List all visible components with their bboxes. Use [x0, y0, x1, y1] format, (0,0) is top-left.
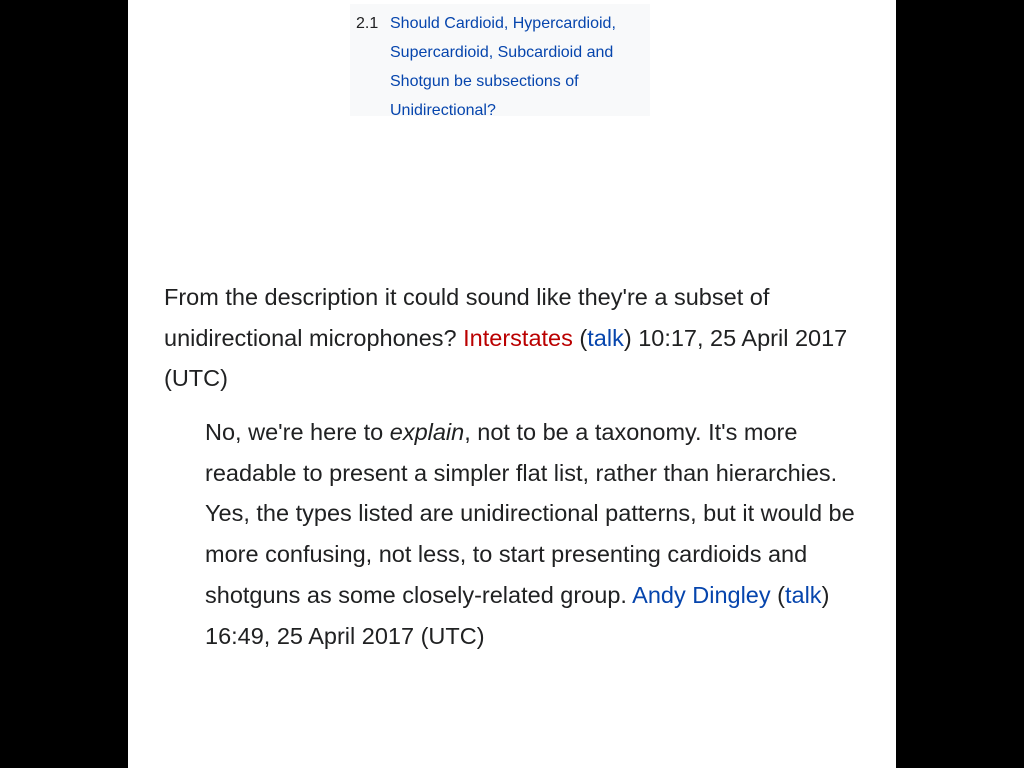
table-of-contents	[350, 4, 650, 119]
comment-interstates	[164, 277, 879, 399]
user-link-interstates[interactable]: Interstates	[463, 324, 573, 351]
talk-link-andy-dingley[interactable]: talk	[784, 581, 822, 608]
close-paren: )	[623, 324, 632, 351]
comment-text: From the description it could sound like they're a subset of unidirectional microphones?	[164, 284, 770, 351]
reply-text-after: , not to be a taxonomy. It's more readable to present a simpler flat list, rather than hierarchies. Yes, the types listed are unidirectional patterns, but it would be more confusing, not less, to start presenting cardioids and shotguns as some closely-related group.	[205, 419, 855, 608]
open-paren: (	[579, 324, 588, 351]
comment-timestamp: 10:17, 25 April 2017 (UTC)	[164, 324, 848, 392]
user-link-andy-dingley[interactable]: Andy Dingley	[632, 581, 771, 608]
page-content	[128, 0, 896, 768]
toc-link-subsections[interactable]: Should Cardioid, Hypercardioid, Supercardioid, Subcardioid and Shotgun be subsections of Unidirectional?	[390, 15, 616, 119]
reply-emphasis: explain	[389, 419, 465, 445]
reply-timestamp: 16:49, 25 April 2017 (UTC)	[205, 622, 485, 649]
talk-link-interstates[interactable]: talk	[587, 324, 624, 351]
comment-andy-dingley	[205, 412, 885, 656]
close-paren: )	[821, 581, 830, 608]
toc-number: 2.1	[356, 15, 379, 32]
open-paren: (	[777, 581, 785, 608]
reply-text-before: No, we're here to	[205, 419, 384, 445]
